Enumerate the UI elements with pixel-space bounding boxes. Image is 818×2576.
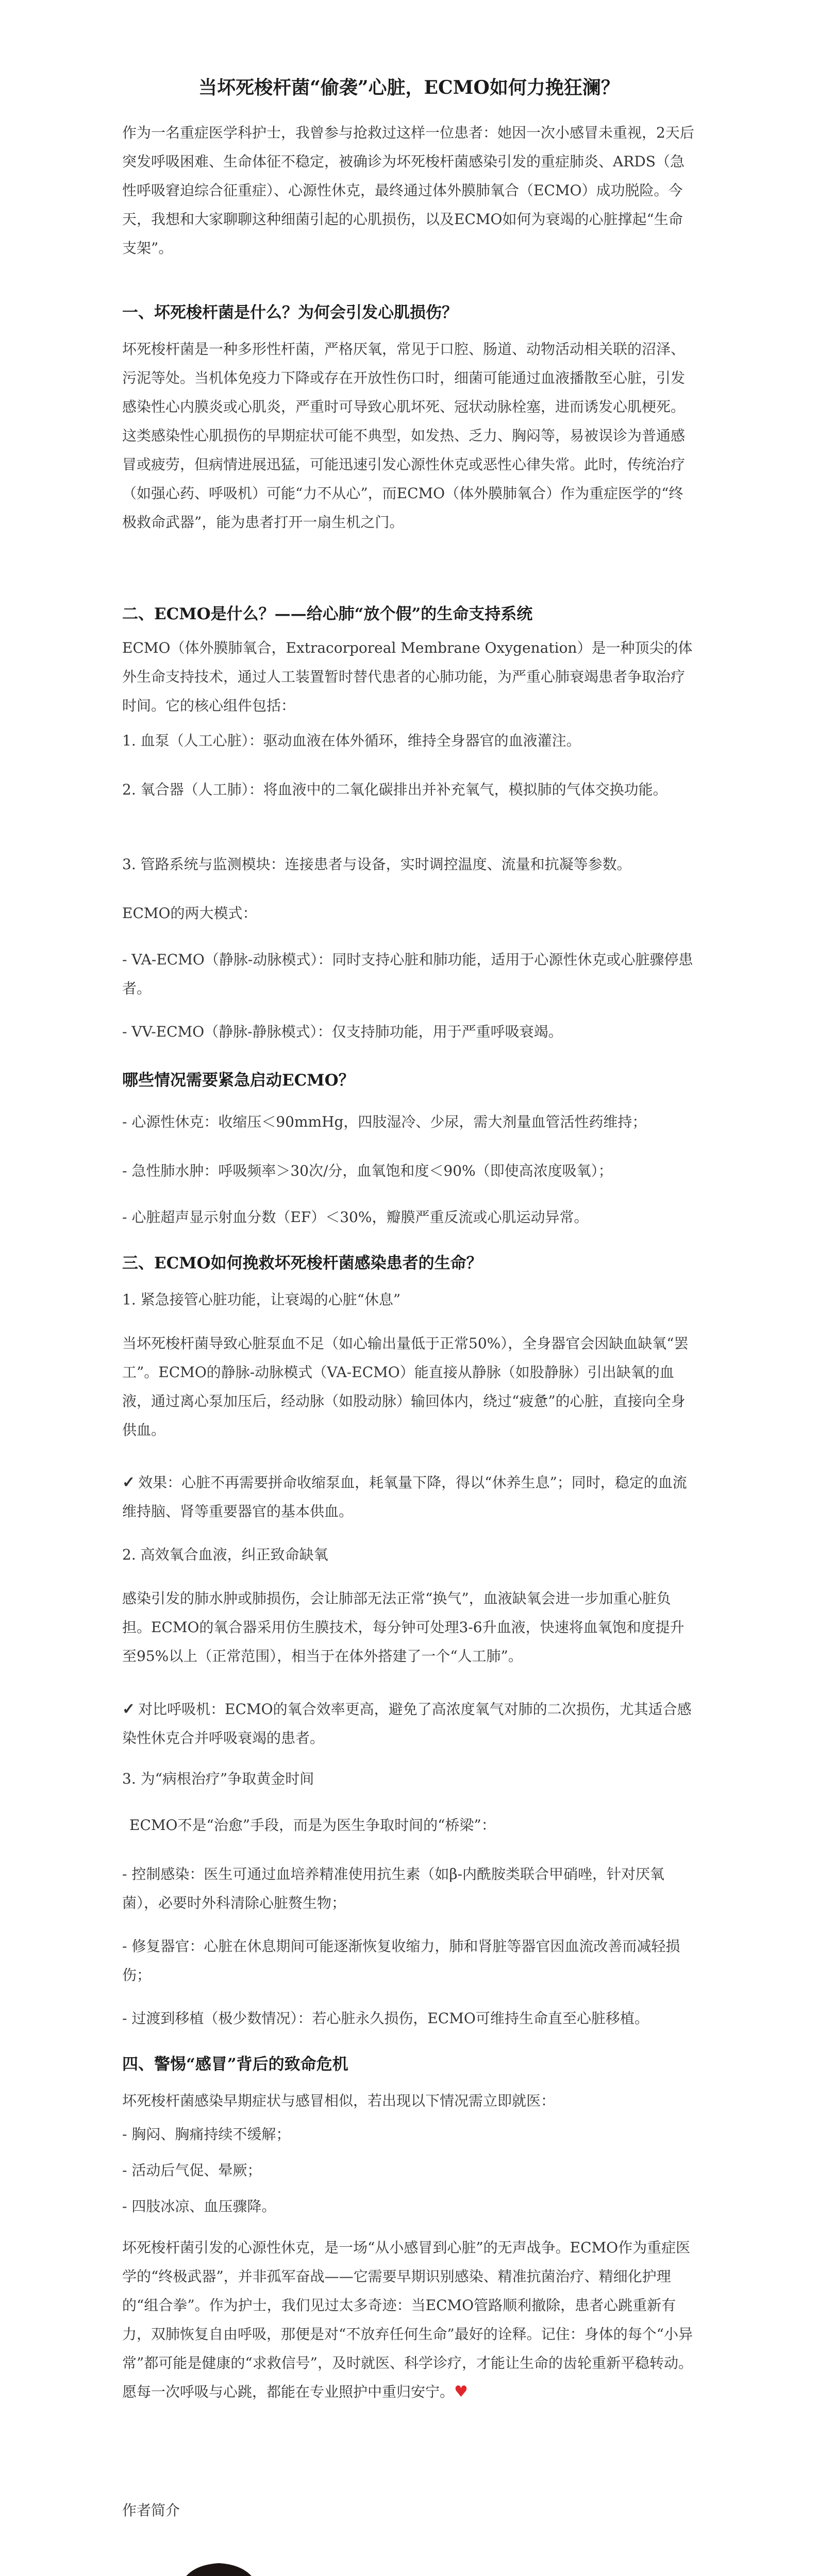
section-2-paragraph: ECMO（体外膜肺氧合，Extracorporeal Membrane Oxygenation）是一种顶尖的体外生命支持技术，通过人工装置暂时替代患者的心肺功能，为严重心肺衰竭患者争取治疗时间。它的核心组件包括： <box>122 639 693 714</box>
effect-1-text: 效果：心脏不再需要拼命收缩泵血，耗氧量下降，得以“休养生息”；同时，稳定的血流维持脑、肾等重要器官的基本供血。 <box>122 1474 687 1520</box>
subheading-2: 2. 高效氧合血液，纠正致命缺氧 <box>122 1546 328 1563</box>
when-item-2: - 急性肺水肿：呼吸频率＞30次/分，血氧饱和度＜90%（即使高浓度吸氧）； <box>122 1162 613 1179</box>
subheading-1: 1. 紧急接管心脏功能，让衰竭的心脏“休息” <box>122 1291 401 1308</box>
intro-paragraph: 作为一名重症医学科护士，我曾参与抢救过这样一位患者：她因一次小感冒未重视，2天后突发呼吸困难、生命体征不稳定，被确诊为坏死梭杆菌感染引发的重症肺炎、ARDS（急性呼吸窘迫综合征重症）、心源性休克，最终通过体外膜肺氧合（ECMO）成功脱险。今天，我想和大家聊聊这种细菌引起的心肌损伤，以及ECMO如何为衰竭的心脏撑起“生命支架”。 <box>122 124 694 257</box>
effect-2-text: 对比呼吸机：ECMO的氧合效率更高，避免了高浓度氧气对肺的二次损伤，尤其适合感染性休克合并呼吸衰竭的患者。 <box>122 1701 692 1747</box>
section-3-paragraph-3: ECMO不是“治愈”手段，而是为医生争取时间的“桥梁”： <box>129 1817 496 1834</box>
section-1-heading: 一、坏死梭杆菌是什么？为何会引发心肌损伤？ <box>122 303 458 322</box>
mode-vv-ecmo: - VV-ECMO（静脉-静脉模式）：仅支持肺功能，用于严重呼吸衰竭。 <box>122 1023 563 1040</box>
effect-1 <box>122 1468 694 1526</box>
when-heading: 哪些情况需要紧急启动ECMO？ <box>122 1071 355 1090</box>
modes-title: ECMO的两大模式： <box>122 905 257 922</box>
article-title: 当坏死梭杆菌“偷袭”心脏，ECMO如何力挽狂澜？ <box>198 77 620 98</box>
subheading-3: 3. 为“病根治疗”争取黄金时间 <box>122 1770 314 1787</box>
author-portrait <box>142 2555 296 2576</box>
section-1-paragraph: 坏死梭杆菌是一种多形性杆菌，严格厌氧，常见于口腔、肠道、动物活动相关联的沼泽、污泥等处。当机体免疫力下降或存在开放性伤口时，细菌可能通过血液播散至心脏，引发感染性心内膜炎或心肌炎，严重时可导致心肌坏死、冠状动脉栓塞，进而诱发心肌梗死。这类感染性心肌损伤的早期症状可能不典型，如发热、乏力、胸闷等，易被误诊为普通感冒或疲劳，但病情进展迅猛，可能迅速引发心源性休克或恶性心律失常。此时，传统治疗（如强心药、呼吸机）可能“力不从心”，而ECMO（体外膜肺氧合）作为重症医学的“终极救命武器”，能为患者打开一扇生机之门。 <box>122 341 686 531</box>
section-4-intro: 坏死梭杆菌感染早期症状与感冒相似，若出现以下情况需立即就医： <box>122 2092 556 2109</box>
author-heading: 作者简介 <box>122 2502 180 2519</box>
closing-text: 坏死梭杆菌引发的心源性休克，是一场“从小感冒到心脏”的无声战争。ECMO作为重症医学的“终极武器”，并非孤军奋战——它需要早期识别感染、精准抗菌治疗、精细化护理的“组合拳”。作为护士，我们见过太多奇迹：当ECMO管路顺利撤除，患者心跳重新有力，双肺恢复自由呼吸，那便是对“不放弃任何生命”最好的诠释。记住：身体的每个“小异常”都可能是健康的“求救信号”，及时就医、科学诊疗，才能让生命的齿轮重新平稳转动。愿每一次呼吸与心跳，都能在专业照护中重归安宁。 <box>122 2239 693 2400</box>
section-2-heading: 二、ECMO是什么？——给心肺“放个假”的生命支持系统 <box>122 605 533 623</box>
when-item-1: - 心源性休克：收缩压＜90mmHg，四肢湿冷、少尿，需大剂量血管活性药维持； <box>122 1113 647 1130</box>
effect-2 <box>122 1695 694 1753</box>
section-3-heading: 三、ECMO如何挽救坏死梭杆菌感染患者的生命？ <box>122 1254 482 1273</box>
closing-paragraph <box>122 2233 694 2406</box>
section-3-paragraph-2: 感染引发的肺水肿或肺损伤，会让肺部无法正常“换气”，血液缺氧会进一步加重心脏负担。ECMO的氧合器采用仿生膜技术，每分钟可处理3-6升血液，快速将血氧饱和度提升至95%以上（正常范围），相当于在体外搭建了一个“人工肺”。 <box>122 1590 685 1665</box>
checkmark-icon: ✓ <box>122 1700 136 1718</box>
heart-icon: ♥ <box>454 2383 468 2401</box>
when-item-3: - 心脏超声显示射血分数（EF）＜30%，瓣膜严重反流或心肌运动异常。 <box>122 1209 589 1226</box>
mode-va-ecmo: - VA-ECMO（静脉-动脉模式）：同时支持心脏和肺功能，适用于心源性休克或心脏骤停患者。 <box>122 951 693 997</box>
bridge-item-3: - 过渡到移植（极少数情况）：若心脏永久损伤，ECMO可维持生命直至心脏移植。 <box>122 2010 649 2027</box>
component-item-3: 3. 管路系统与监测模块：连接患者与设备，实时调控温度、流量和抗凝等参数。 <box>122 856 631 873</box>
bridge-item-2: - 修复器官：心脏在休息期间可能逐渐恢复收缩力，肺和肾脏等器官因血流改善而减轻损伤； <box>122 1938 680 1984</box>
section-4-heading: 四、警惕“感冒”背后的致命危机 <box>122 2055 348 2074</box>
warning-sign-2: - 活动后气促、晕厥； <box>122 2162 262 2179</box>
component-item-1: 1. 血泵（人工心脏）：驱动血液在体外循环，维持全身器官的血液灌注。 <box>122 732 581 749</box>
component-item-2: 2. 氧合器（人工肺）：将血液中的二氧化碳排出并补充氧气，模拟肺的气体交换功能。 <box>122 781 667 798</box>
warning-sign-3: - 四肢冰凉、血压骤降。 <box>122 2198 276 2215</box>
bridge-item-1: - 控制感染：医生可通过血培养精准使用抗生素（如β-内酰胺类联合甲硝唑，针对厌氧菌），必要时外科清除心脏赘生物； <box>122 1866 665 1911</box>
section-3-paragraph-1: 当坏死梭杆菌导致心脏泵血不足（如心输出量低于正常50%），全身器官会因缺血缺氧“罢工”。ECMO的静脉-动脉模式（VA-ECMO）能直接从静脉（如股静脉）引出缺氧的血液，通过离心泵加压后，经动脉（如股动脉）输回体内，绕过“疲惫”的心脏，直接向全身供血。 <box>122 1335 689 1438</box>
warning-sign-1: - 胸闷、胸痛持续不缓解； <box>122 2126 291 2143</box>
checkmark-icon: ✓ <box>122 1473 136 1492</box>
